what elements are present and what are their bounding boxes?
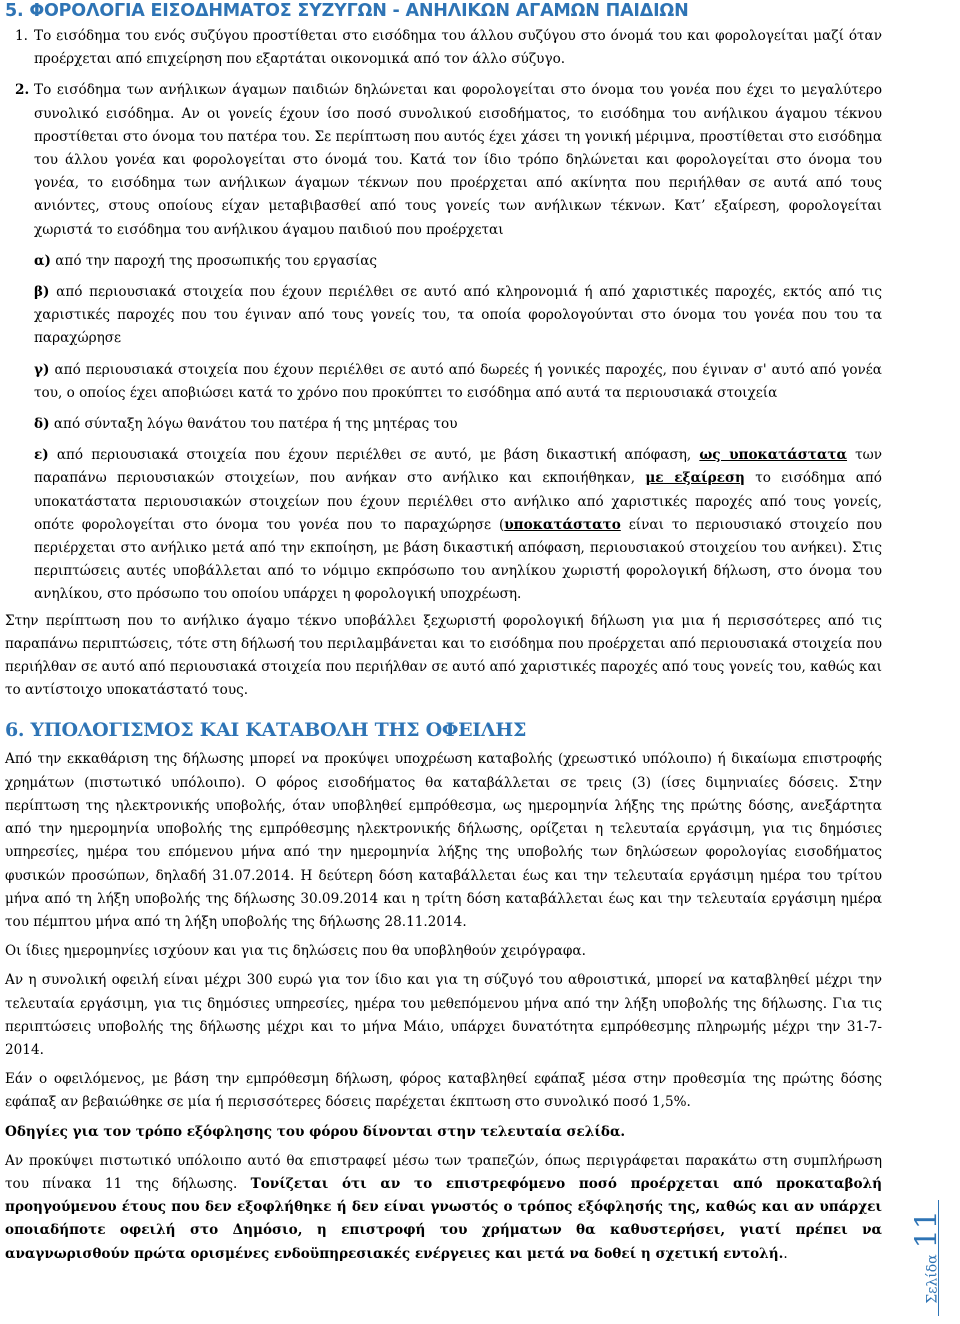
sub-item-text: από σύνταξη λόγω θανάτου του πατέρα ή της μητέρας του	[53, 416, 458, 433]
sub-item-text: από την παροχή της προσωπικής του εργασίας	[55, 252, 378, 269]
section-5-closing: Στην περίπτωση που το ανήλικο άγαμο τέκνο υποβάλλει ξεχωριστή φορολογική δήλωση για μια ή περισσότερες από τις παραπάνω περιπτώσεις, τότε στη δήλωσή του περιλαμβάνεται και το εισόδημα που προέρχεται από περιουσιακά στοιχεία που περιήλθαν σε αυτό από περιουσιακά στοιχεία που περιήλθαν σε αυτό από χαριστικές παροχές από τους γονείς του, καθώς και το αντίστοιχο υποκατάστατό τους.	[5, 612, 882, 699]
underlined-term: υποκατάστατο	[504, 516, 621, 533]
sub-item-e	[5, 444, 882, 606]
paragraph: Από την εκκαθάριση της δήλωσης μπορεί να προκύψει υποχρέωση καταβολής (χρεωστικό υπόλοιπο) ή δικαίωμα επιστροφής χρημάτων (πιστωτικό υπόλοιπο). Ο φόρος εισοδήματος θα καταβάλλεται σε τρεις (3) (ίσες διμηνιαίες δόσεις. Στην περίπτωση της ηλεκτρονικής υποβολής, όταν υποβληθεί εμπρόθεσμα, ως ημερομηνία λήξης της πρώτης δόσης, ανεξάρτητα από την ημερομηνία υποβολής της εμπρόθεσμης ηλεκτρονικής δήλωσης, ορίζεται η τελευταία εργάσιμη, για τις δημόσιες υπηρεσίες, ημέρα του επόμενου μήνα από την ημερομηνία λήξης της υποβολής των δηλώσεων φορολογίας εισοδήματος φυσικών προσώπων, δηλαδή 31.07.2014. Η δεύτερη δόση καταβάλλεται έως και την τελευταία εργάσιμη ημέρα του τρίτου μήνα από τη λήξη υποβολής της δήλωσης 30.09.2014 και η τρίτη δόση καταβάλλεται έως και την τελευταία εργάσιμη ημέρα του πέμπτου μήνα από τη λήξη υποβολής της δήλωσης 28.11.2014.	[5, 751, 882, 930]
page-label	[909, 1210, 945, 1304]
sub-item-c	[5, 359, 882, 405]
sub-item-text: από περιουσιακά στοιχεία που έχουν περιέλθει σε αυτό από δωρεές ή γονικές παροχές, που έγιναν σ' αυτό από γονέα του, ο οποίος έχει αποβιώσει κατά το χρόνο που προκύπτει το εισόδημα από αυτά τα περιουσιακά στοιχεία	[34, 361, 882, 401]
bold-text: Τονίζεται ότι αν το επιστρεφόμενο ποσό προέρχεται από προκαταβολή προηγούμενου έτους που δεν εξοφλήθηκε ή δεν είναι γνωστός ο τρόπος εξόφλησής της, καθώς και αν υπάρχει οποιαδήποτε οφειλή στο Δημόσιο, η επιστροφή του χρήματων θα καθυστερήσει, γιατί πρέπει να αναγνωρισθούν πρώτα ορισμένες ενδοϋπηρεσιακές ενέργειες και μετά να δοθεί η σχετική εντολή.	[5, 1175, 882, 1262]
sub-item-label: β)	[34, 284, 50, 301]
numbered-item-2	[5, 79, 882, 241]
paragraph	[5, 1150, 882, 1266]
sub-item-label: α)	[34, 252, 51, 269]
underlined-term: ως υποκατάστατα	[699, 447, 848, 464]
sub-item-text: από περιουσιακά στοιχεία που έχουν περιέλθει σε αυτό, με βάση δικαστική απόφαση,	[56, 447, 692, 464]
sub-item-label: γ)	[34, 361, 50, 378]
paragraph-text: Αν προκύψει πιστωτικό υπόλοιπο αυτό θα επιστραφεί μέσω των τραπεζών, όπως περιγράφεται παρακάτω στη συμπλήρωση του πίνακα 11 της δήλωσης.	[5, 1152, 882, 1192]
page-word: Σελίδα	[924, 1254, 941, 1304]
numbered-item-1	[5, 25, 882, 71]
item-text: Το εισόδημα των ανήλικων άγαμων παιδιών δηλώνεται και φορολογείται στο όνομα του γονέα που έχει το μεγαλύτερο συνολικό εισόδημα. Αν οι γονείς έχουν ίσο ποσό συνολικού εισοδήματος, το εισόδημα του ανήλικου άγαμου τέκνου προστίθεται στο όνομα του πατέρα του. Σε περίπτωση που αυτός έχει χάσει τη γονική μέριμνα, προστίθεται στο εισόδημα του άλλου γονέα και φορολογείται στο όνομά του. Κατά τον ίδιο τρόπο δηλώνεται και φορολογείται στο όνομα του γονέα, το εισόδημα των ανήλικων άγαμων τέκνων που προέρχεται από ακίνητα που περιήλθαν σε αυτά από τους ανιόντες, στους οποίους είχαν μεταβιβασθεί από τους γονείς των ανήλικων τέκνων. Κατ’ εξαίρεση, φορολογείται χωριστά το εισόδημα του ανήλικου άγαμου παιδιού που προέρχεται	[34, 82, 882, 238]
paragraph: Οι ίδιες ημερομηνίες ισχύουν και για τις δηλώσεις που θα υποβληθούν χειρόγραφα.	[5, 943, 586, 960]
item-text: Το εισόδημα του ενός συζύγου προστίθεται στο εισόδημα του άλλου συζύγου στο όνομά του και φορολογείται μαζί όταν προέρχεται από επιχείρηση που εξαρτάται οικονομικά από τον άλλο σύζυγο.	[34, 28, 882, 68]
bold-paragraph: Οδηγίες για τον τρόπο εξόφλησης του φόρου δίνονται στην τελευταία σελίδα.	[5, 1123, 626, 1140]
sub-item-text: το εισόδημα από υποκατάστατα περιουσιακών στοιχείων που έχουν περιέλθει στο ανήλικο από χαριστικές παροχές από τους γονείς, οπότε φορολογείται στο όνομα του γονέα που το παραχώρησε (	[34, 470, 882, 533]
sub-item-d	[5, 413, 882, 436]
paragraph-text: .	[783, 1245, 788, 1262]
sub-item-label: δ)	[34, 416, 50, 433]
section-6-heading: 6. ΥΠΟΛΟΓΙΣΜΟΣ ΚΑΙ ΚΑΤΑΒΟΛΗ ΤΗΣ ΟΦΕΙΛΗΣ	[5, 719, 527, 742]
sub-item-label: ε)	[34, 447, 49, 464]
item-number: 1.	[15, 28, 28, 44]
paragraph: Αν η συνολική οφειλή είναι μέχρι 300 ευρώ για τον ίδιο και για τη σύζυγό του αθροιστικά, μπορεί να καταβληθεί μέχρι την τελευταία εργάσιμη, για τις δημόσιες υπηρεσίες, ημέρα του μεθεπόμενου μήνα από την λήξη υποβολής της δήλωσης. Για τις περιπτώσεις υποβολής της δήλωσης μέχρι και το μήνα Μάιο, υπάρχει δυνατότητα εμπρόθεσμης πληρωμής μέχρι την 31-7-2014.	[5, 972, 882, 1058]
document-page	[5, 0, 882, 1266]
sub-item-text: από περιουσιακά στοιχεία που έχουν περιέλθει σε αυτό από κληρονομιά ή από χαριστικές παροχές, εκτός από τις χαριστικές παροχές που του έγιναν από τους γονείς του, τα οποία φορολογούνται στο όνομα του γονέα που του τα παραχώρησε	[34, 284, 883, 347]
paragraph: Εάν ο οφειλόμενος, με βάση την εμπρόθεσμη δήλωση, φόρος καταβληθεί εφάπαξ μέσα στην προθεσμία της πρώτης δόσης εφάπαξ αν βεβαιώθηκε σε μία ή περισσότερες δόσεις παρέχεται έκπτωση στο συνολικό ποσό 1,5%.	[5, 1071, 882, 1111]
sub-item-text: είναι το περιουσιακό στοιχείο που περιέρχεται στο ανήλικο μετά από την εκποίηση, με βάση δικαστική απόφαση, περιουσιακού στοιχείου του ανήκει). Στις περιπτώσεις αυτές υποβάλλεται από το νόμιμο εκπρόσωπο του ανηλίκου χωριστή φορολογική δήλωση, στο όνομα του ανηλίκου, στο πρόσωπο του οποίου υπάρχει η φορολογική υποχρέωση.	[34, 516, 883, 603]
item-number: 2.	[15, 82, 30, 99]
page-number: 11	[909, 1210, 945, 1249]
section-5-heading: 5. ΦΟΡΟΛΟΓΙΑ ΕΙΣΟΔΗΜΑΤΟΣ ΣΥΖΥΓΩΝ - ΑΝΗΛΙΚΩΝ ΑΓΑΜΩΝ ΠΑΙΔΙΩΝ	[5, 1, 689, 21]
sub-item-text: των παραπάνω περιουσιακών στοιχείων, που ανήκαν στο ανήλικο και εκποιήθηκαν,	[34, 447, 883, 487]
sub-item-b	[5, 281, 882, 351]
underlined-term: με εξαίρεση	[645, 470, 745, 487]
sub-item-a	[5, 250, 882, 273]
page-number-marker	[900, 1190, 960, 1324]
